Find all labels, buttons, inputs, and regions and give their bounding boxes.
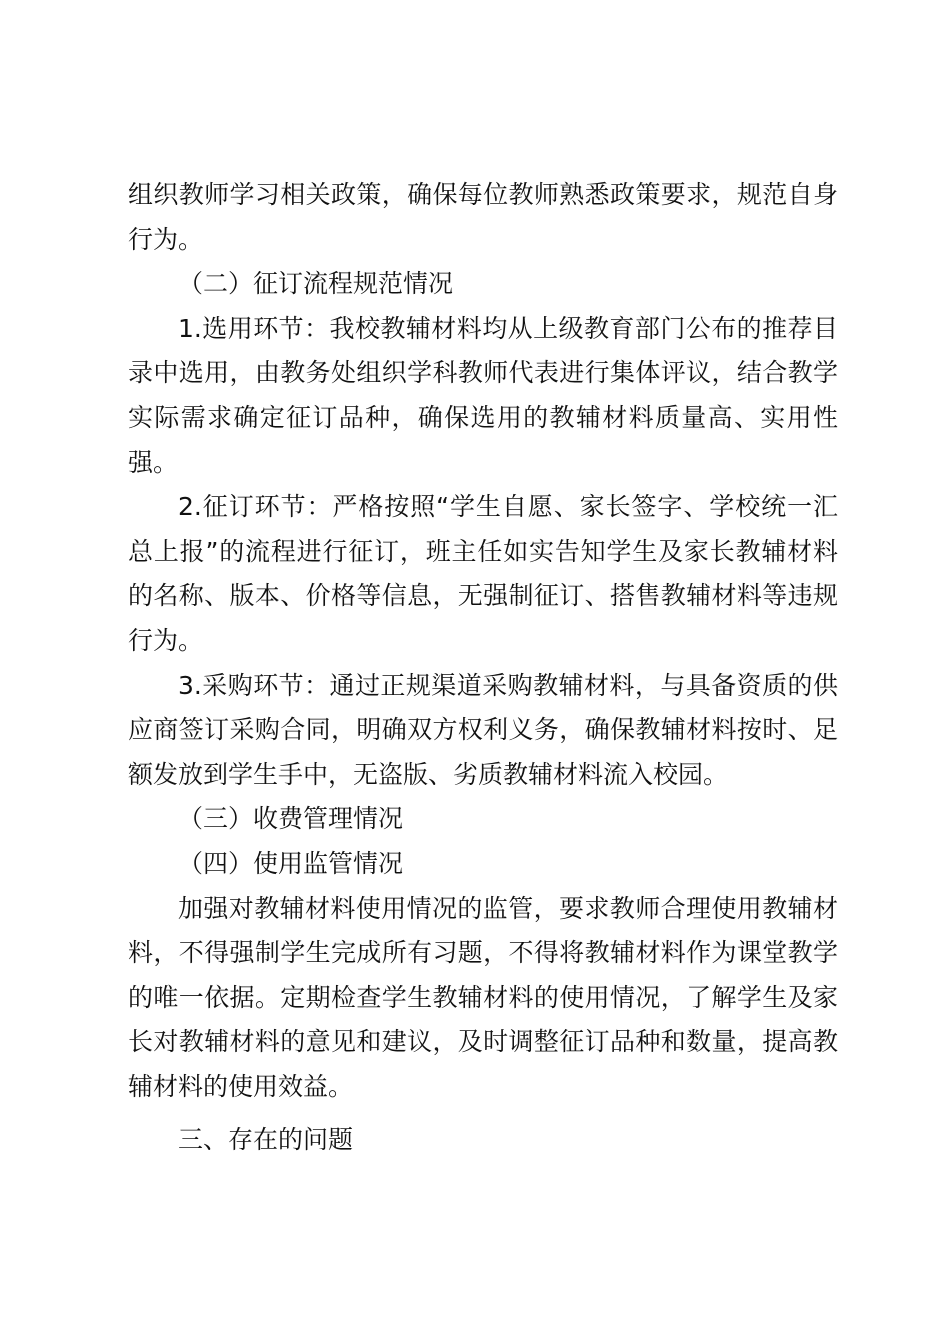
section-heading-fee-management: （三）收费管理情况 <box>178 804 404 834</box>
section-heading-existing-problems: 三、存在的问题 <box>178 1125 354 1155</box>
paragraph-subscription-stage: 2.征订环节：严格按照“学生自愿、家长签字、学校统一汇总上报”的流程进行征订，班主任如实告知学生及家长教辅材料的名称、版本、价格等信息，无强制征订、搭售教辅材料等违规行为。 <box>128 492 838 655</box>
paragraph-usage-supervision: 加强对教辅材料使用情况的监管，要求教师合理使用教辅材料，不得强制学生完成所有习题，不得将教辅材料作为课堂教学的唯一依据。定期检查学生教辅材料的使用情况，了解学生及家长对教辅材料的意见和建议，及时调整征订品种和数量，提高教辅材料的使用效益。 <box>128 893 838 1101</box>
paragraph-policy-study: 组织教师学习相关政策，确保每位教师熟悉政策要求，规范自身行为。 <box>128 180 838 254</box>
section-heading-usage-supervision: （四）使用监管情况 <box>178 848 404 878</box>
paragraph-procurement-stage: 3.采购环节：通过正规渠道采购教辅材料，与具备资质的供应商签订采购合同，明确双方权利义务，确保教辅材料按时、足额发放到学生手中，无盗版、劣质教辅材料流入校园。 <box>128 670 838 789</box>
document-page <box>128 173 838 1163</box>
paragraph-selection-stage: 1.选用环节：我校教辅材料均从上级教育部门公布的推荐目录中选用，由教务处组织学科教师代表进行集体评议，结合教学实际需求确定征订品种，确保选用的教辅材料质量高、实用性强。 <box>128 313 838 477</box>
section-heading-subscription-process: （二）征订流程规范情况 <box>178 269 454 299</box>
